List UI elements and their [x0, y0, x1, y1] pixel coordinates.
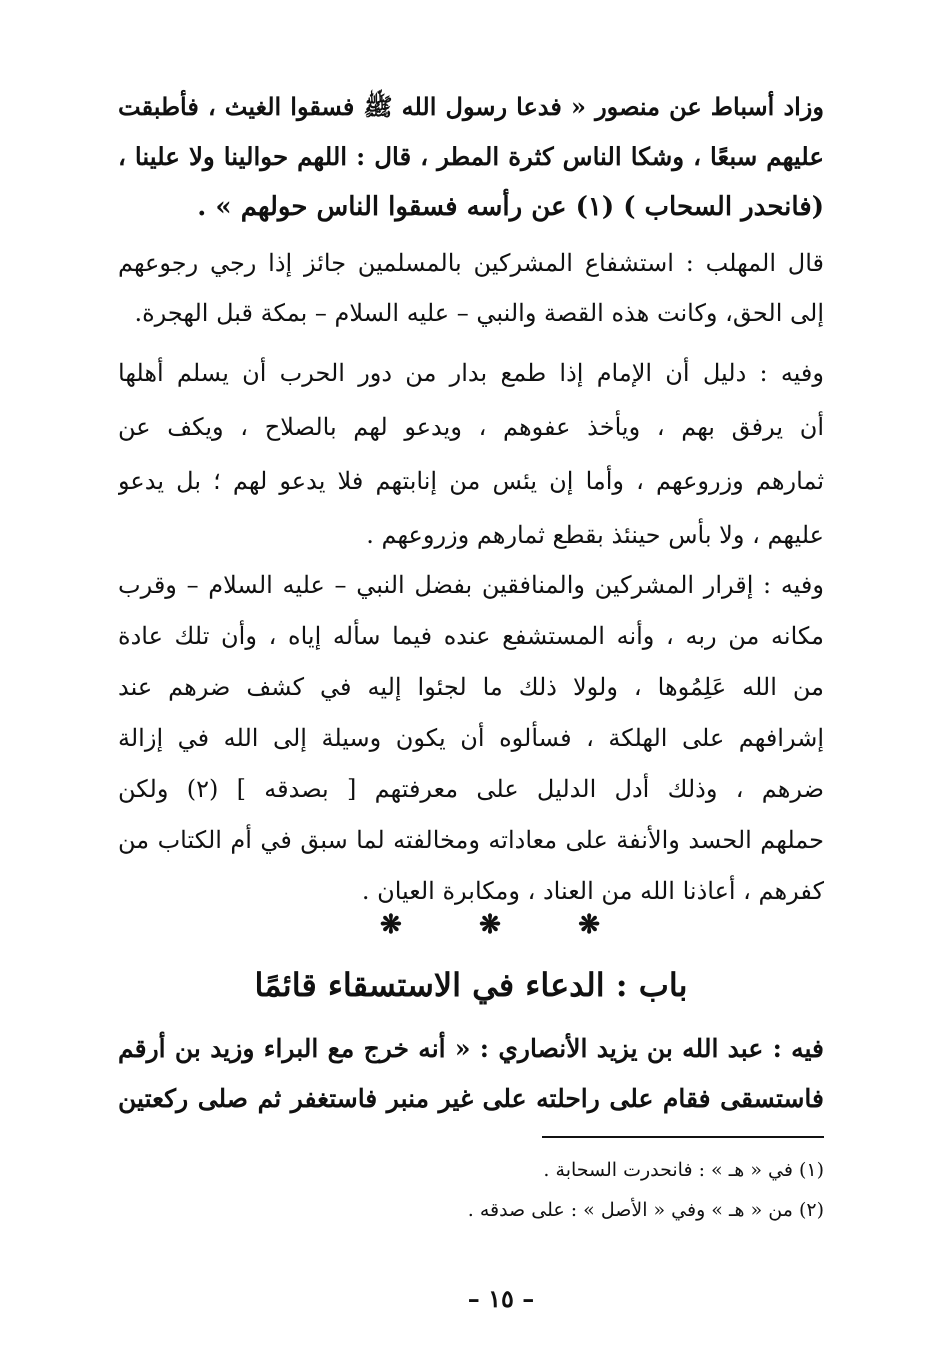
paragraph-hadith-asbat [118, 82, 824, 232]
page-number: – ١٥ – [467, 1284, 535, 1313]
text-line: عليهم ، ولا بأس حينئذ بقطع ثمارهم وزروعهم . [366, 521, 824, 549]
text-line: حملهم الحسد والأنفة على معاداته ومخالفته لما سبق في أم الكتاب من [118, 826, 824, 854]
text-line: كفرهم ، أعاذنا الله من العناد ، ومكابرة العيان . [361, 877, 824, 905]
text-line: إشرافهم على الهلكة ، فسألوه أن يكون وسيلة إلى الله في إزالة [118, 724, 824, 752]
footnote-divider [542, 1136, 824, 1138]
paragraph-muhallab [118, 238, 824, 338]
text-line: من الله عَلِمُوها ، ولولا ذلك ما لجئوا إليه في كشف ضرهم عند [118, 673, 824, 701]
paragraph-polytheists-acknowledgement [118, 560, 824, 917]
footnote: (٢) من « هـ » وفي « الأصل » : على صدقه . [467, 1199, 824, 1221]
text-line: إلى الحق، وكانت هذه القصة والنبي – عليه السلام – بمكة قبل الهجرة. [134, 299, 824, 327]
asterism-icon: ❋ [380, 910, 402, 940]
text-line: (فانحدر السحاب ) (١) عن رأسه فسقوا الناس حولهم » . [197, 192, 824, 222]
text-line: وزاد أسباط عن منصور « فدعا رسول الله ﷺ فسقوا الغيث ، فأطبقت [118, 92, 824, 121]
text-line: أن يرفق بهم ، ويأخذ عفوهم ، ويدعو لهم بالصلاح ، ويكف عن [118, 413, 824, 441]
chapter-title: باب : الدعاء في الاستسقاء قائمًا [254, 966, 688, 1004]
text-line: مكانه من ربه ، وأنه المستشفع عنده فيما سأله إياه ، وأن تلك عادة [118, 622, 824, 650]
paragraph-imam-evidence [118, 346, 824, 562]
text-line: قال المهلب : استشفاع المشركين بالمسلمين جائز إذا رجي رجوعهم [118, 249, 824, 277]
footnote: (١) في « هـ » : فانحدرت السحابة . [543, 1159, 824, 1181]
asterism-icon: ❋ [578, 910, 600, 940]
text-line: عليهم سبعًا ، وشكا الناس كثرة المطر ، قال : اللهم حوالينا ولا علينا ، [118, 142, 824, 171]
text-line: ثمارهم وزروعهم ، وأما إن يئس من إنابتهم فلا يدعو لهم ؛ بل يدعو [118, 467, 824, 495]
asterism-icon: ❋ [479, 910, 501, 940]
paragraph-abdullah-ibn-yazid [118, 1024, 824, 1124]
text-line: وفيه : دليل أن الإمام إذا طمع بدار من دور الحرب أن يسلم أهلها [118, 359, 824, 387]
section-separator [380, 905, 600, 945]
text-line: ضرهم ، وذلك أدل الدليل على معرفتهم [ بصدقه ] (٢) ولكن [118, 775, 824, 803]
text-line: فيه : عبد الله بن يزيد الأنصاري : « أنه خرج مع البراء وزيد بن أرقم [118, 1034, 824, 1063]
text-line: فاستسقى فقام على راحلته على غير منبر فاستغفر ثم صلى ركعتين [118, 1084, 824, 1113]
text-line: وفيه : إقرار المشركين والمنافقين بفضل النبي – عليه السلام – وقرب [118, 571, 824, 599]
footnotes [118, 1150, 824, 1230]
